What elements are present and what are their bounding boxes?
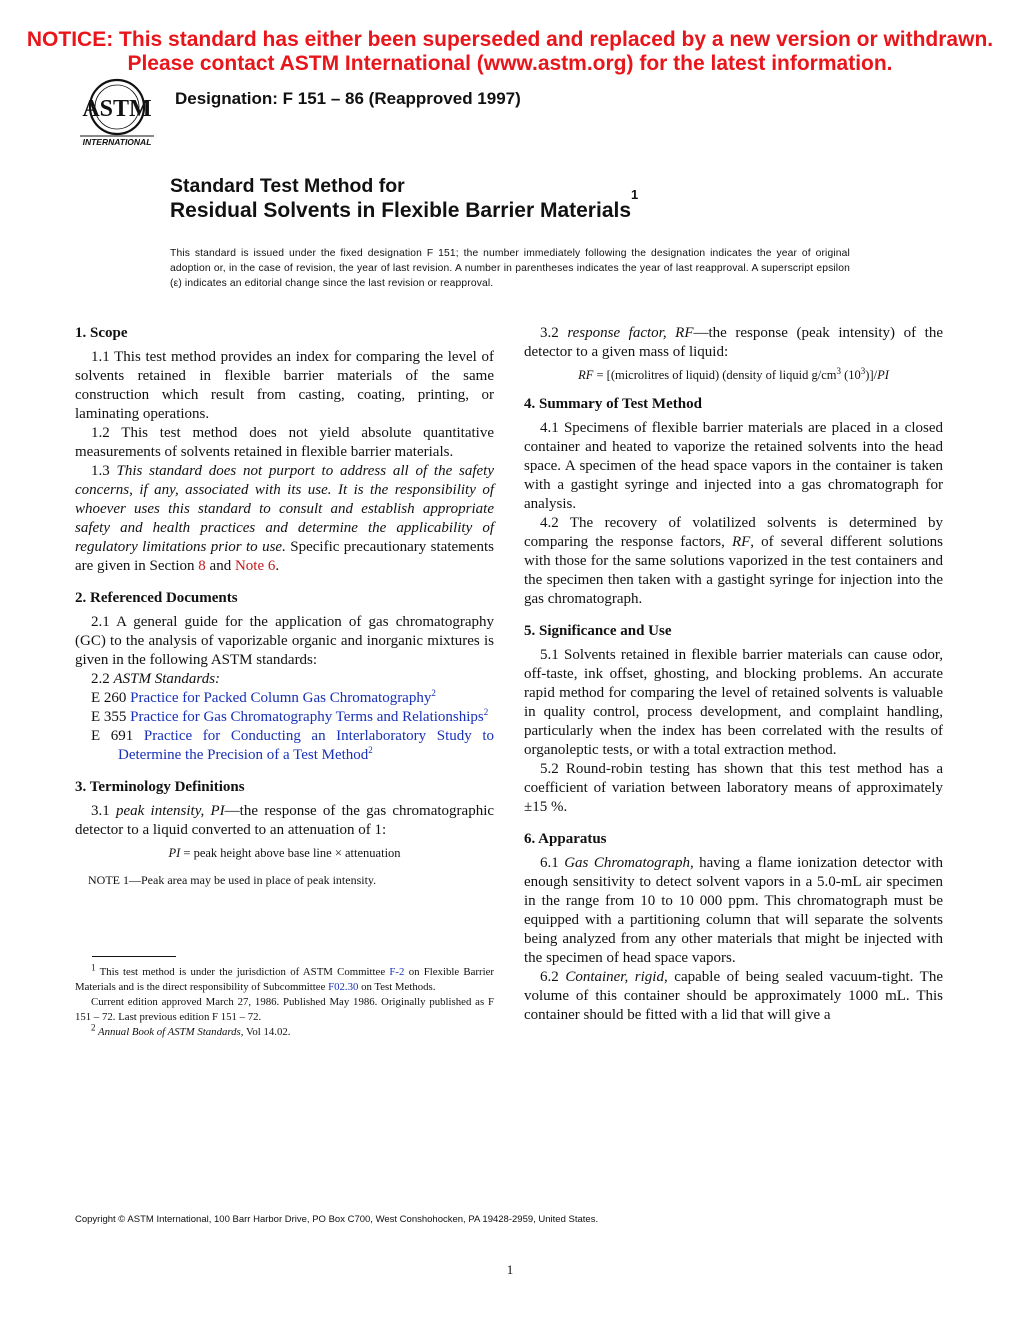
para-3-2	[524, 324, 943, 362]
para-3-1-number: 3.1	[91, 803, 116, 819]
para-1-1: 1.1 This test method provides an index for comparing the level of solvents retained in flexible barrier materials of the same construction which result from casting, coating, printing, or laminating operations.	[75, 349, 494, 422]
para-1-3-and: and	[205, 558, 235, 574]
para-4-2-rf: RF	[731, 534, 751, 550]
para-1-3	[75, 462, 494, 576]
footnote-2	[75, 1022, 494, 1040]
equation-lhs: PI	[168, 846, 181, 860]
footnote-1-text-b: on Flexible Barrier Materials and is the direct responsibility of Subcommittee	[75, 966, 494, 993]
section-6-heading: 6. Apparatus	[524, 831, 607, 847]
para-4-1: 4.1 Specimens of flexible barrier materials are placed in a closed container and heated to vaporize the retained solvents into the head space. A specimen of the head space vapors in the container is taken with a gastight syringe and injected into a gas chromatograph for analysis.	[524, 420, 943, 512]
para-1-2: 1.2 This test method does not yield absolute quantitative measurements of solvents retained in flexible barrier materials.	[75, 425, 494, 460]
title-footnote-mark[interactable]: 1	[631, 187, 639, 202]
subcommittee-f0230-link[interactable]: F02.30	[328, 981, 359, 993]
para-3-2-number: 3.2	[540, 325, 568, 341]
page-number: 1	[506, 1262, 514, 1277]
para-1-3-number: 1.3	[91, 463, 117, 479]
equation-rhs: = peak height above base line × attenuation	[180, 846, 401, 860]
reference-e355	[91, 708, 494, 727]
footnote-1-text-a: This test method is under the jurisdiction of ASTM Committee	[95, 966, 390, 978]
intro-paragraph: This standard is issued under the fixed designation F 151; the number immediately following the designation indicates the year of original adoption or, in the case of revision, the year of last revision. A number in parentheses indicates the year of last reapproval. A superscript epsilon (ε) indicates an editorial change since the last revision or reapproval.	[170, 248, 850, 289]
equation-sup: 3	[860, 365, 866, 376]
equation-rf	[524, 365, 943, 383]
para-3-2-text: —the response (peak intensity) of the detector to a given mass of liquid:	[524, 325, 943, 360]
para-3-2-term: response factor, RF	[567, 325, 694, 341]
para-6-1-term: Gas Chromatograph	[564, 855, 690, 871]
para-1-3-italic: This standard does not purport to address all of the safety concerns, if any, associated with its use. It is the responsibility of whoever uses this standard to consult and establish appropriate safety and health practices and determine the applicability of regulatory limitations prior to use.	[75, 463, 495, 555]
footnote-1-edition: Current edition approved March 27, 1986. Published May 1986. Originally published as F 151 – 72. Last previous edition F 151 – 72.	[75, 996, 494, 1023]
para-6-2	[524, 968, 943, 1025]
reference-code: E 355	[91, 709, 131, 725]
footnotes	[75, 962, 494, 1040]
para-4-2	[524, 514, 943, 609]
note-1: NOTE 1—Peak area may be used in place of peak intensity.	[88, 873, 377, 887]
title-text: Residual Solvents in Flexible Barrier Materials	[170, 199, 632, 222]
equation-part: )]/	[865, 368, 878, 382]
reference-footnote-mark[interactable]: 2	[368, 745, 373, 755]
section-8-link[interactable]: 8	[198, 558, 206, 574]
section-5-heading: 5. Significance and Use	[524, 623, 672, 639]
para-4-2-text-b: , of several different solutions with those for the same solutions vaporized in the test containers and the specimen then taken with a gastight syringe for injection into the gas chromatograph.	[524, 534, 943, 607]
section-1-heading: 1. Scope	[75, 325, 128, 341]
right-column	[524, 324, 943, 1025]
para-6-2-text: , capable of being sealed vacuum-tight. The volume of this container should be approximately 1000 mL. This container should be fitted with a lid that will give a	[524, 969, 943, 1023]
title-line-1: Standard Test Method for	[170, 175, 405, 197]
para-1-3-end: .	[275, 558, 280, 574]
reference-footnote-mark[interactable]: 2	[483, 707, 489, 717]
astm-logo	[74, 76, 160, 148]
reference-e691	[91, 727, 494, 765]
section-3-heading: 3. Terminology Definitions	[75, 779, 245, 795]
para-5-1: 5.1 Solvents retained in flexible barrier materials can cause odor, off-taste, ink offset, ghosting, and blocking problems. An accurate rapid method for comparing the level of retained solvents is valuable in quality control, process development, and complaint handling, particularly when the index has been correlated with the results of organoleptic tests, or with a total extraction method.	[524, 647, 943, 758]
footnote-1-text-c: on Test Methods.	[358, 981, 436, 993]
para-6-2-number: 6.2	[540, 969, 566, 985]
equation-lhs: RF	[578, 368, 594, 382]
reference-link[interactable]: Practice for Packed Column Gas Chromatography	[130, 690, 432, 706]
footnote-2-italic: Annual Book of ASTM Standards	[95, 1026, 241, 1038]
equation-pi	[75, 846, 494, 861]
section-4-heading: 4. Summary of Test Method	[524, 396, 702, 412]
para-6-1	[524, 854, 943, 968]
reference-e260	[91, 689, 494, 708]
designation: Designation: F 151 – 86 (Reapproved 1997)	[175, 89, 521, 108]
title-line-2	[170, 187, 639, 223]
footnote-2-text: , Vol 14.02.	[240, 1026, 291, 1038]
reference-link[interactable]: Practice for Conducting an Interlaboratory Study to Determine the Precision of a Test Method	[118, 728, 494, 763]
committee-f2-link[interactable]: F-2	[389, 966, 405, 978]
para-2-2-italic: ASTM Standards:	[113, 671, 221, 687]
footnote-1-mark: 1	[91, 962, 96, 973]
left-column	[75, 324, 494, 888]
para-6-1-text: , having a flame ionization detector with enough sensitivity to detect solvent vapors in a 5.0-mL air specimen in the range from 10 to 10 000 ppm. This chromatograph must be equipped with a partitioning column that will separate the solvents being analyzed from any other materials that might be injected with the specimen of head space vapors.	[524, 855, 943, 966]
equation-part: (10	[840, 368, 861, 382]
reference-footnote-mark[interactable]: 2	[431, 688, 436, 698]
para-6-2-term: Container, rigid	[565, 969, 664, 985]
para-5-2: 5.2 Round-robin testing has shown that this test method has a coefficient of variation between laboratory means of approximately ±15 %.	[524, 761, 943, 815]
equation-part: = [(microlitres of liquid) (density of liquid g/cm	[593, 368, 837, 382]
para-6-1-number: 6.1	[540, 855, 565, 871]
reference-code: E 691	[91, 728, 144, 744]
para-3-1-text: —the response of the gas chromatographic detector to a liquid converted to an attenuation of 1:	[75, 803, 495, 838]
reference-code: E 260	[91, 690, 131, 706]
section-2-heading: 2. Referenced Documents	[75, 590, 238, 606]
footnote-1	[75, 962, 494, 995]
para-1-3-text: Specific precautionary statements are given in Section	[75, 539, 494, 574]
footnote-divider	[92, 956, 176, 957]
para-2-1: 2.1 A general guide for the application of gas chromatography (GC) to the analysis of vaporizable organic and inorganic mixtures is given in the following ASTM standards:	[75, 614, 494, 668]
para-4-2-text-a: 4.2 The recovery of volatilized solvents is determined by comparing the response factors,	[524, 515, 943, 550]
footnote-2-mark: 2	[91, 1022, 96, 1033]
logo-subtext: INTERNATIONAL	[82, 137, 152, 147]
note-6-link[interactable]: Note 6	[234, 558, 276, 574]
reference-link[interactable]: Practice for Gas Chromatography Terms and Relationships	[130, 709, 484, 725]
notice-line-1: NOTICE: This standard has either been superseded and replaced by a new version or withdrawn.	[26, 28, 994, 51]
notice-line-2: Please contact ASTM International (www.astm.org) for the latest information.	[127, 52, 893, 75]
copyright: Copyright © ASTM International, 100 Barr Harbor Drive, PO Box C700, West Conshohocken, PA 19428-2959, United States.	[75, 1214, 599, 1225]
para-2-2	[75, 670, 494, 689]
para-2-2-number: 2.2	[91, 671, 114, 687]
para-3-1	[75, 802, 494, 840]
equation-pi-term: PI	[877, 368, 889, 382]
equation-sup: 3	[836, 365, 841, 376]
logo-text: ASTM	[82, 96, 152, 122]
para-3-1-term: peak intensity, PI	[115, 803, 225, 819]
